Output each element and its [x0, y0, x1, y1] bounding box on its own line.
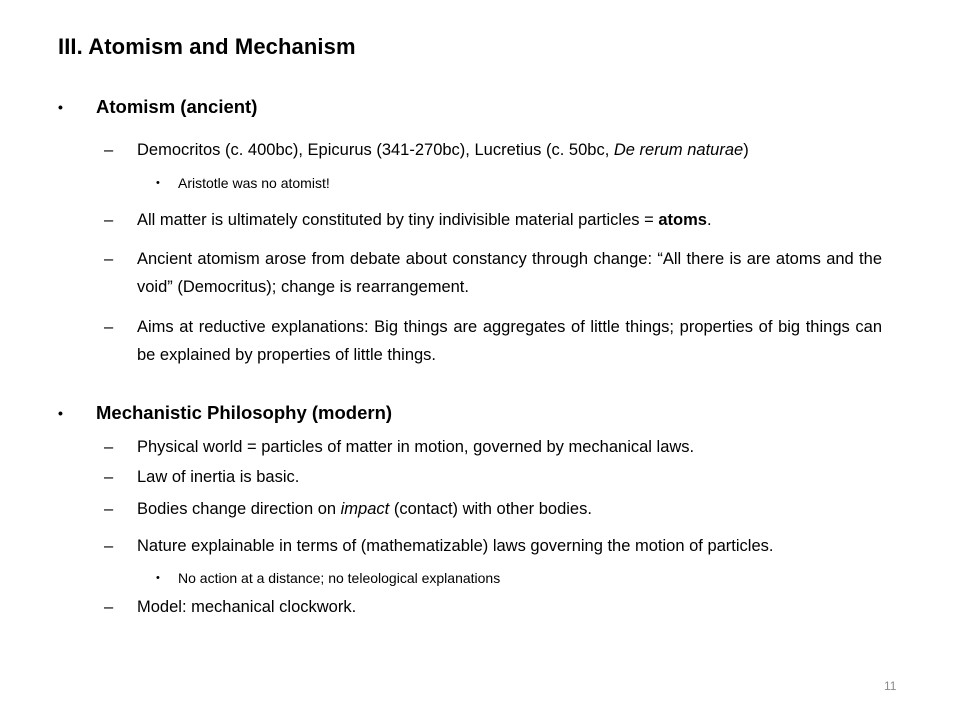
dash-icon: – [104, 500, 114, 518]
book-title: De rerum naturae [613, 141, 744, 159]
dash-icon: – [104, 438, 114, 456]
emphasis-term: atoms [658, 211, 707, 229]
dash-icon: – [104, 537, 114, 555]
emphasis-term: impact [340, 500, 390, 518]
dash-icon: – [104, 250, 114, 268]
bullet-icon: • [156, 177, 160, 189]
list-item-text: Ancient atomism arose from debate about constancy through change: “All there is are atoms and the void” (Democritus); change is rearrangement. [137, 250, 882, 296]
dash-icon: – [104, 468, 114, 486]
dash-icon: – [104, 598, 114, 616]
list-item-text: Physical world = particles of matter in motion, governed by mechanical laws. [137, 438, 695, 456]
sub-list-item-text: Aristotle was no atomist! [178, 175, 330, 191]
list-item-text: Bodies change direction on impact (contact) with other bodies. [137, 500, 592, 518]
list-item-text: Democritos (c. 400bc), Epicurus (341-270bc), Lucretius (c. 50bc, De rerum naturae) [137, 141, 749, 159]
list-item-text: Model: mechanical clockwork. [137, 598, 357, 616]
list-item-text: Aims at reductive explanations: Big things are aggregates of little things; properties of big things can be explained by properties of little things. [137, 318, 882, 364]
sub-list-item-text: No action at a distance; no teleological explanations [178, 570, 501, 586]
section-heading-text: Atomism (ancient) [96, 96, 258, 117]
list-item-text: Nature explainable in terms of (mathematizable) laws governing the motion of particles. [137, 537, 774, 555]
dash-icon: – [104, 211, 114, 229]
list-item-text: All matter is ultimately constituted by tiny indivisible material particles = atoms. [137, 211, 712, 229]
bullet-icon: • [58, 405, 63, 421]
bullet-icon: • [58, 99, 63, 115]
page-number: 11 [884, 679, 897, 693]
slide-title: III. Atomism and Mechanism [58, 34, 356, 59]
dash-icon: – [104, 318, 114, 336]
section-heading-text: Mechanistic Philosophy (modern) [96, 402, 393, 423]
bullet-icon: • [156, 572, 160, 584]
dash-icon: – [104, 141, 114, 159]
list-item-text: Law of inertia is basic. [137, 468, 300, 486]
